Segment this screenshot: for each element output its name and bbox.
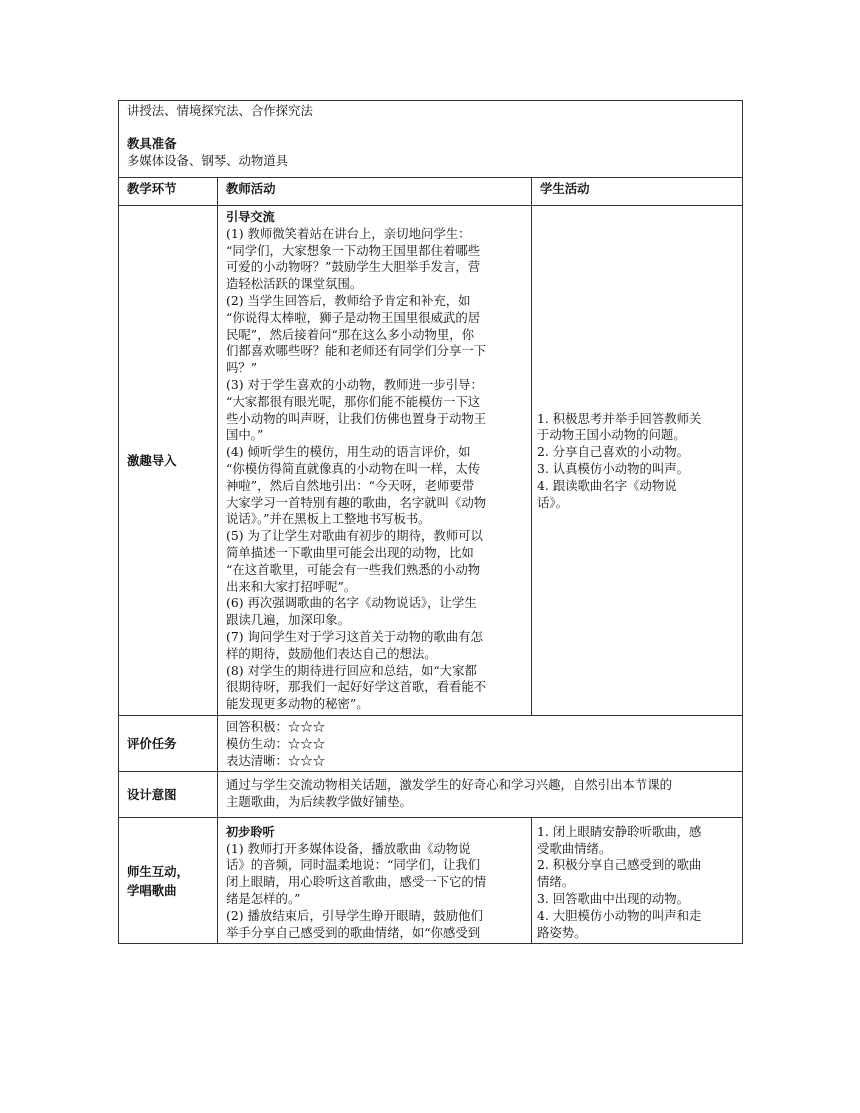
intro-teacher-line: “你说得太棒啦，狮子是动物王国里很威武的居 [226, 309, 481, 325]
intro-teacher-line: 出来和大家打招呼呢”。 [226, 578, 357, 594]
intro-heading: 引导交流 [226, 210, 275, 224]
interact-teacher-line: 举手分享自己感受到的歌曲情绪，如“你感受到 [226, 924, 481, 940]
teaching-tools: 多媒体设备、钢琴、动物道具 [127, 152, 289, 168]
evaluation-line: 模仿生动：☆☆☆ [226, 735, 326, 751]
intro-teacher-line: (6) 再次强调歌曲的名字《动物说话》，让学生 [226, 595, 477, 611]
interact-student-cell [532, 817, 743, 944]
interact-teacher-line: 闭上眼睛，用心聆听这首歌曲，感受一下它的情 [226, 874, 487, 890]
intro-student-text [537, 411, 737, 512]
intro-teacher-line: “同学们，大家想象一下动物王国里都住着哪些 [226, 242, 481, 258]
interact-teacher-line: (1) 教师打开多媒体设备，播放歌曲《动物说 [226, 840, 471, 856]
interact-student-line: 受歌曲情绪。 [537, 840, 612, 856]
design-row [119, 772, 743, 818]
intro-teacher-line: 可爱的小动物呀？”鼓励学生大胆举手发言，营 [226, 259, 481, 275]
intro-teacher-line: 吗？” [226, 360, 258, 376]
interact-heading: 初步聆听 [226, 824, 275, 839]
intro-teacher-text [226, 226, 526, 713]
tools-heading: 教具准备 [127, 135, 177, 151]
intro-teacher-line: “在这首歌里，可能会有一些我们熟悉的小动物 [226, 561, 481, 577]
evaluation-line: 回答积极：☆☆☆ [226, 718, 326, 734]
interact-teacher-line: (2) 播放结束后，引导学生睁开眼睛，鼓励他们 [226, 907, 483, 923]
intro-teacher-cell [218, 206, 532, 716]
interact-student-line: 1. 闭上眼睛安静聆听歌曲，感 [537, 823, 702, 839]
intro-teacher-line: 些小动物的叫声呀，让我们仿佛也置身于动物王 [226, 410, 487, 426]
evaluation-line: 表达清晰：☆☆☆ [226, 752, 326, 768]
intro-teacher-line: 简单描述一下歌曲里可能会出现的动物，比如 [226, 544, 474, 560]
intro-teacher-line: 跟读几遍，加深印象。 [226, 612, 350, 628]
interact-teacher-line: 话》的音频，同时温柔地说：“同学们，让我们 [226, 857, 481, 873]
stage-evaluation: 评价任务 [119, 715, 218, 771]
stage-intro: 激趣导入 [119, 206, 218, 716]
interact-student-line: 路姿势。 [537, 924, 587, 940]
methods-row [119, 101, 743, 178]
intro-teacher-line: (3) 对于学生喜欢的小动物，教师进一步引导： [226, 376, 483, 392]
intro-teacher-line: 国中。” [226, 427, 264, 443]
evaluation-text [226, 719, 737, 769]
intro-teacher-line: 能发现更多动物的秘密”。 [226, 696, 369, 712]
evaluation-cell [218, 715, 743, 771]
design-text [226, 777, 737, 811]
intro-student-line: 3. 认真模仿小动物的叫声。 [537, 460, 690, 476]
intro-student-line: 话》。 [537, 494, 568, 510]
intro-teacher-line: (2) 当学生回答后，教师给予肯定和补充，如 [226, 292, 471, 308]
interact-student-line: 2. 积极分享自己感受到的歌曲 [537, 857, 702, 873]
header-row [119, 178, 743, 206]
intro-teacher-line: 神啦”，然后自然地引出：“今天呀，老师要带 [226, 477, 475, 493]
intro-student-line: 1. 积极思考并举手回答教师关 [537, 410, 702, 426]
intro-teacher-line: 造轻松活跃的课堂氛围。 [226, 276, 363, 292]
stage-interact-line2: 学唱歌曲 [127, 883, 177, 899]
intro-teacher-line: (7) 询问学生对于学习这首关于动物的歌曲有怎 [226, 628, 483, 644]
intro-teacher-line: 样的期待，鼓励他们表达自己的想法。 [226, 645, 437, 661]
intro-student-cell [532, 206, 743, 716]
stage-design: 设计意图 [119, 772, 218, 818]
header-teacher: 教师活动 [218, 178, 532, 206]
interact-student-text [537, 824, 737, 942]
header-stage: 教学环节 [119, 178, 218, 206]
intro-student-line: 于动物王国小动物的问题。 [537, 427, 686, 443]
intro-teacher-line: (1) 教师微笑着站在讲台上，亲切地问学生： [226, 225, 471, 241]
interact-student-line: 3. 回答歌曲中出现的动物。 [537, 891, 690, 907]
intro-teacher-line: (8) 对学生的期待进行回应和总结，如“大家都 [226, 662, 477, 678]
intro-teacher-line: “大家都很有眼光呢，那你们能不能模仿一下这 [226, 393, 481, 409]
design-cell [218, 772, 743, 818]
intro-teacher-line: 们都喜欢哪些呀？能和老师还有同学们分享一下 [226, 343, 487, 359]
teaching-methods: 讲授法、情境探究法、合作探究法 [127, 103, 313, 118]
intro-teacher-line: 说话》。”并在黑板上工整地书写板书。 [226, 511, 431, 527]
stage-interact [119, 817, 218, 944]
intro-teacher-line: 大家学习一首特别有趣的歌曲，名字就叫《动物 [226, 494, 487, 510]
interact-teacher-line: 绪是怎样的。” [226, 891, 301, 907]
interact-teacher-text [226, 841, 526, 942]
design-line: 通过与学生交流动物相关话题，激发学生的好奇心和学习兴趣，自然引出本节课的 [226, 777, 673, 793]
intro-teacher-line: (5) 为了让学生对歌曲有初步的期待，教师可以 [226, 528, 483, 544]
design-line: 主题歌曲，为后续教学做好铺垫。 [226, 794, 412, 810]
intro-student-line: 4. 跟读歌曲名字《动物说 [537, 477, 677, 493]
intro-row [119, 206, 743, 716]
lesson-plan-table [118, 100, 743, 944]
stage-interact-line1: 师生互动， [127, 864, 189, 880]
intro-teacher-line: 民呢”，然后接着问“那在这么多小动物里，你 [226, 326, 475, 342]
intro-teacher-line: (4) 倾听学生的模仿，用生动的语言评价，如 [226, 444, 471, 460]
interact-student-line: 情绪。 [537, 874, 575, 890]
interact-row [119, 817, 743, 944]
intro-teacher-line: 很期待呀，那我们一起好好学这首歌，看看能不 [226, 679, 487, 695]
intro-teacher-line: “你模仿得简直就像真的小动物在叫一样，太传 [226, 460, 481, 476]
evaluation-row [119, 715, 743, 771]
interact-student-line: 4. 大胆模仿小动物的叫声和走 [537, 907, 702, 923]
intro-student-line: 2. 分享自己喜欢的小动物。 [537, 444, 690, 460]
interact-teacher-cell [218, 817, 532, 944]
header-student: 学生活动 [532, 178, 743, 206]
